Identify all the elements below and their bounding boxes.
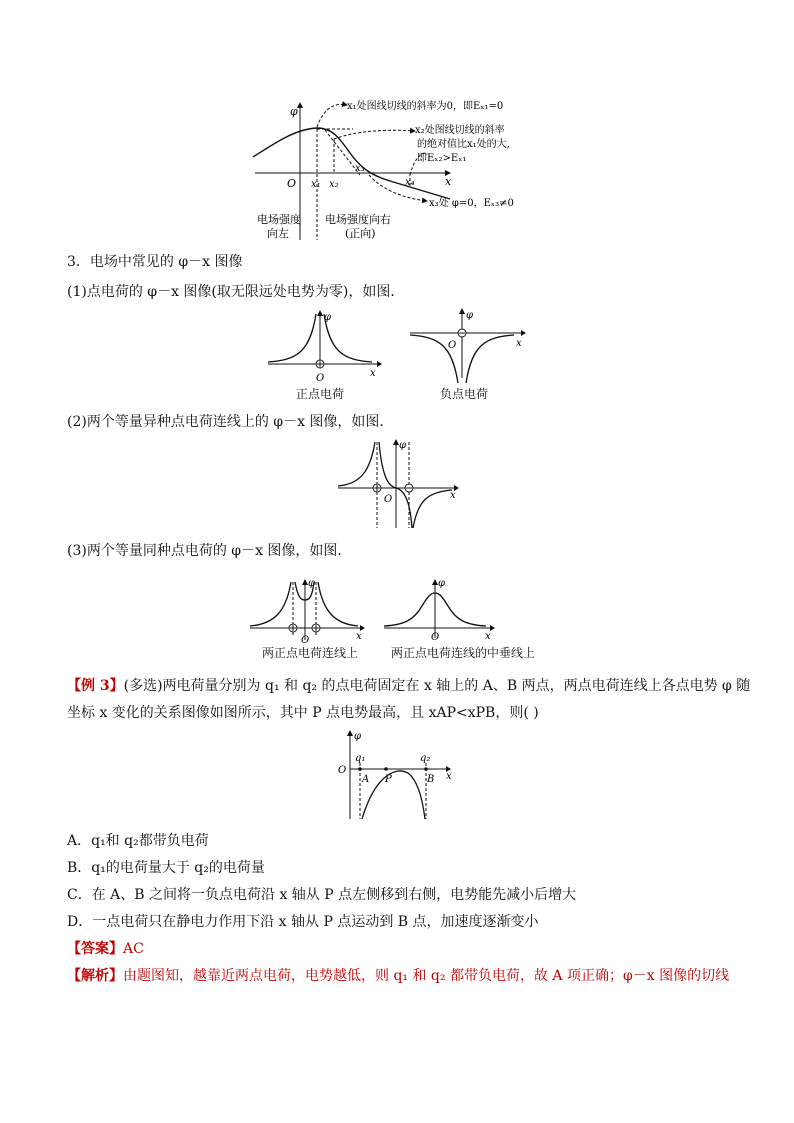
section-3-title: 3．电场中常见的 φ－x 图像 — [67, 254, 243, 270]
x4-label: x₄ — [405, 177, 415, 188]
svg-text:x: x — [370, 368, 376, 379]
annotation-x2-a: x₂处图线切线的斜率 — [415, 125, 505, 136]
example-line-1 — [67, 676, 750, 696]
svg-text:O: O — [384, 494, 393, 505]
phi-label: φ — [290, 105, 298, 118]
analysis-text: 由题图知，越靠近两点电荷，电势越低，则 q₁ 和 q₂ 都带负电荷，故 A 项正确；φ－x 图像的切线 — [123, 968, 730, 984]
svg-text:φ: φ — [324, 312, 332, 323]
figure-same-charges-bisector — [380, 576, 500, 646]
svg-text:O: O — [338, 765, 347, 776]
annotation-x2-b: 的绝对值比x₁处的大, — [417, 139, 510, 150]
figure-opposite-charges — [334, 436, 464, 531]
figure-positive-point-charge — [262, 308, 382, 388]
left-field-b: 向左 — [267, 227, 289, 240]
analysis-tag: 【解析】 — [67, 968, 123, 984]
point-b-label: B — [427, 774, 435, 785]
x2-label: x₂ — [329, 179, 339, 190]
svg-text:O: O — [448, 340, 457, 351]
svg-text:φ: φ — [354, 731, 362, 742]
annotation-x2-c: 即Eₓ₂>Eₓ₁ — [417, 153, 467, 164]
option-a: A．q₁和 q₂都带负电荷 — [67, 833, 209, 849]
item-2-text: (2)两个等量异种点电荷连线上的 φ－x 图像，如图． — [67, 414, 394, 430]
figure-same-charges-line — [248, 576, 368, 646]
x1-label: x₁ — [311, 179, 321, 190]
option-d: D．一点电荷只在静电力作用下沿 x 轴从 P 点运动到 B 点，加速度逐渐变小 — [67, 914, 539, 930]
svg-text:x: x — [485, 631, 491, 642]
annotation-x3: x₃处 φ=0，Eₓ₃≠0 — [429, 198, 514, 209]
example-tag: 【例 3】 — [67, 678, 124, 694]
origin-label: O — [287, 177, 297, 190]
svg-text:φ: φ — [399, 440, 407, 451]
svg-text:φ: φ — [308, 578, 316, 589]
x-label: x — [445, 175, 452, 188]
svg-text:x: x — [516, 338, 522, 349]
svg-text:φ: φ — [438, 578, 446, 589]
caption-same-line: 两正点电荷连线上 — [261, 646, 358, 660]
svg-text:O: O — [431, 632, 440, 643]
svg-text:O: O — [316, 373, 325, 384]
x3-label: x₃ — [355, 163, 365, 174]
svg-text:φ: φ — [466, 310, 474, 321]
right-field-a: 电场强度向右 — [325, 213, 391, 226]
svg-text:x: x — [356, 631, 362, 642]
svg-text:O: O — [301, 635, 310, 646]
example-text-1: (多选)两电荷量分别为 q₁ 和 q₂ 的点电荷固定在 x 轴上的 A、B 两点，两点电荷连线上各点电势 φ 随 — [123, 678, 751, 694]
option-c: C．在 A、B 之间将一负点电荷沿 x 轴从 P 点左侧移到右侧，电势能先减小后增大 — [67, 887, 577, 903]
caption-positive-charge: 正点电荷 — [295, 387, 344, 401]
analysis-line — [67, 966, 729, 986]
q1-label: q₁ — [355, 753, 366, 764]
answer-value: AC — [123, 941, 144, 957]
caption-negative-charge: 负点电荷 — [439, 387, 488, 401]
point-p-label: P — [385, 774, 392, 785]
option-b: B．q₁的电荷量大于 q₂的电荷量 — [67, 860, 265, 876]
annotation-x1: x₁处图线切线的斜率为0，即Eₓ₁=0 — [347, 101, 504, 112]
answer-tag: 【答案】 — [67, 941, 123, 957]
figure-negative-point-charge — [406, 308, 526, 388]
point-a-label: A — [362, 774, 370, 785]
example-line-2: 坐标 x 变化的关系图像如图所示，其中 P 点电势最高，且 xAP<xPB，则( ) — [67, 705, 539, 721]
item-3-text: (3)两个等量同种点电荷的 φ－x 图像，如图． — [67, 543, 352, 559]
q2-label: q₂ — [420, 753, 431, 764]
figure-phi-x-tangent — [245, 95, 545, 250]
svg-text:x: x — [450, 490, 456, 501]
figure-example-3 — [336, 727, 461, 822]
right-field-b: (正向) — [345, 227, 376, 240]
caption-same-bisector: 两正点电荷连线的中垂线上 — [390, 646, 535, 660]
svg-text:x: x — [446, 771, 452, 782]
answer-line — [67, 939, 144, 959]
item-1-text: (1)点电荷的 φ－x 图像(取无限远处电势为零)，如图． — [67, 284, 405, 300]
left-field-a: 电场强度 — [257, 213, 301, 226]
